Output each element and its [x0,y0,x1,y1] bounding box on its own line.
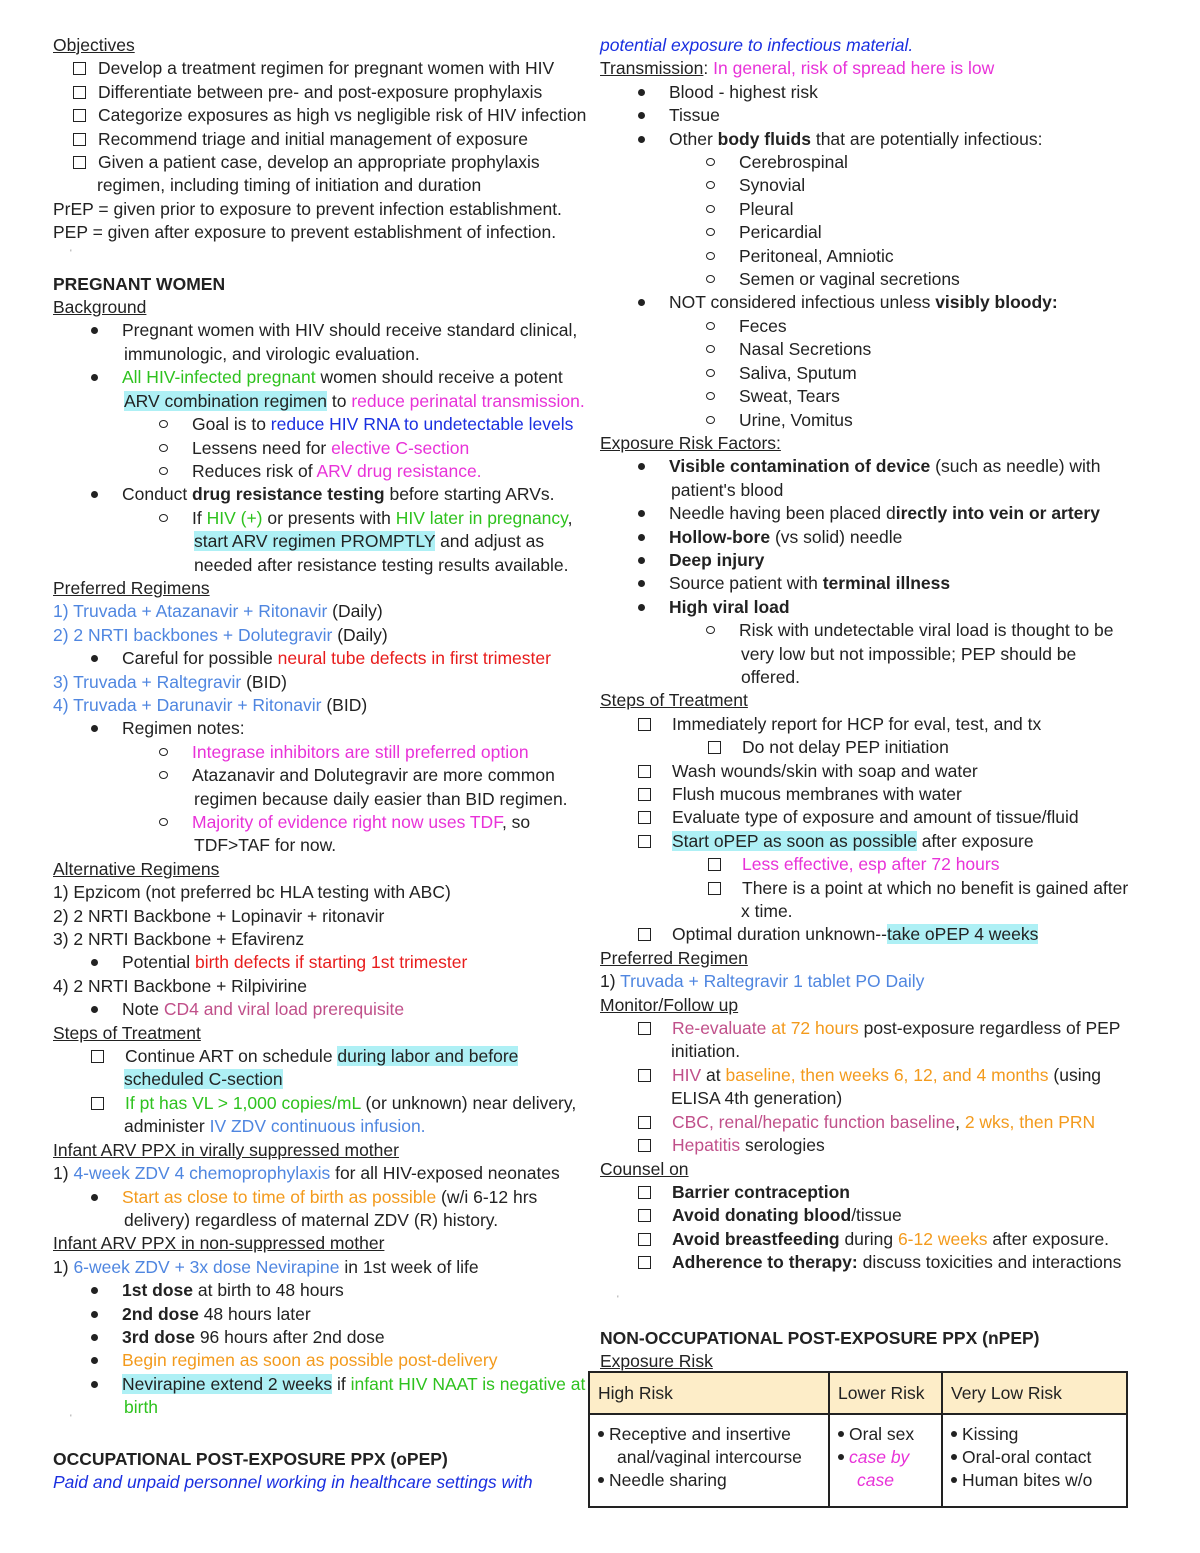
circle-bullet-icon [159,420,168,428]
sub-item: Reduces risk of ARV drug resistance. [53,460,593,483]
table-header-row [589,1372,1127,1414]
transmission-line: Transmission: In general, risk of spread here is low [600,58,995,79]
step-item[interactable]: Barrier contraception [600,1181,1160,1204]
exposure-risk-table [588,1371,1128,1508]
bullet-icon [838,1454,844,1460]
list-item: Deep injury [600,549,1160,572]
checkbox-icon[interactable] [708,741,721,754]
opep-description: Paid and unpaid personnel working in healthcare settings with [53,1471,533,1492]
sub-item: Lessens need for elective C-section [53,437,593,460]
list-item: Nevirapine extend 2 weeks if infant HIV NAAT is negative at [53,1373,593,1396]
checkbox-icon[interactable] [638,1186,651,1199]
circle-bullet-icon [159,467,168,475]
checkbox-icon[interactable] [73,109,86,122]
section-heading-pregnant: PREGNANT WOMEN [53,273,226,294]
bullet-icon [951,1431,957,1437]
bullet-icon [638,534,645,541]
step-sub-item[interactable]: Less effective, esp after 72 hours [600,853,1160,876]
regimen-line: 1) 6-week ZDV + 3x dose Nevirapine in 1st week of life [53,1256,479,1277]
bullet-icon [91,1357,98,1364]
list-item: Pregnant women with HIV should receive standard clinical, [53,319,593,342]
circle-bullet-icon [706,181,715,189]
sub-item: Semen or vaginal secretions [600,268,1160,291]
circle-bullet-icon [159,514,168,522]
sub-item: Synovial [600,174,1160,197]
objective-item[interactable]: Categorize exposures as high vs negligible risk of HIV infection [53,104,593,127]
bullet-icon [91,1287,98,1294]
sub-item: Risk with undetectable viral load is thought to be [600,619,1160,642]
bullet-icon [638,89,645,96]
pep-definition: PEP = given after exposure to prevent establishment of infection. [53,222,557,243]
step-item[interactable]: Re-evaluate at 72 hours post-exposure regardless of PEP [600,1017,1160,1040]
bullet-icon [838,1431,844,1437]
table-header: High Risk [589,1372,829,1414]
list-item-cont: delivery) regardless of maternal ZDV (R) history. [124,1209,499,1230]
objective-item[interactable]: Recommend triage and initial management of exposure [53,128,593,151]
bullet-icon [91,374,98,381]
checkbox-icon[interactable] [638,835,651,848]
sub-item-cont: needed after resistance testing results available. [194,554,569,575]
bullet-icon [638,463,645,470]
step-item-cont: administer IV ZDV continuous infusion. [124,1116,426,1137]
bullet-icon [91,959,98,966]
step-item[interactable]: Wash wounds/skin with soap and water [600,760,1160,783]
list-item: Note CD4 and viral load prerequisite [53,998,593,1021]
checkbox-icon[interactable] [638,1022,651,1035]
right-column [600,34,1160,1373]
sub-item: Majority of evidence right now uses TDF, so [53,811,593,834]
sub-item-cont: regimen because daily easier than BID regimen. [194,788,568,809]
background-heading: Background [53,297,147,318]
bullet-icon [638,580,645,587]
circle-bullet-icon [706,205,715,213]
regimen-line: 4) Truvada + Darunavir + Ritonavir (BID) [53,694,368,715]
sub-item: Pleural [600,198,1160,221]
checkbox-icon[interactable] [73,62,86,75]
checkbox-icon[interactable] [91,1097,104,1110]
circle-bullet-icon [159,771,168,779]
checkbox-icon[interactable] [638,1139,651,1152]
prep-definition: PrEP = given prior to exposure to prevent infection establishment. [53,198,562,219]
section-heading-npep: NON-OCCUPATIONAL POST-EXPOSURE PPX (nPEP) [600,1327,1040,1348]
objective-item[interactable]: Given a patient case, develop an appropriate prophylaxis [53,151,593,174]
list-item: Start as close to time of birth as possible (w/i 6-12 hrs [53,1186,593,1209]
checkbox-icon[interactable] [638,788,651,801]
checkbox-icon[interactable] [638,718,651,731]
checkbox-icon[interactable] [91,1050,104,1063]
regimen-line: 1) Truvada + Atazanavir + Ritonavir (Daily) [53,601,383,622]
sub-item: Urine, Vomitus [600,409,1160,432]
circle-bullet-icon [159,818,168,826]
bullet-icon [91,725,98,732]
step-sub-item[interactable]: There is a point at which no benefit is gained after [600,877,1160,900]
bullet-icon [91,1311,98,1318]
step-item[interactable]: Flush mucous membranes with water [600,783,1160,806]
circle-bullet-icon [159,748,168,756]
regimen-line: 2) 2 NRTI backbones + Dolutegravir (Daily) [53,624,388,645]
table-row [589,1414,1127,1507]
list-item: Conduct drug resistance testing before starting ARVs. [53,483,593,506]
infant-suppressed-heading: Infant ARV PPX in virally suppressed mother [53,1139,399,1160]
list-item-cont: birth [124,1397,159,1418]
bullet-icon [638,557,645,564]
step-item-cont: initiation. [671,1041,741,1062]
step-item[interactable]: Avoid breastfeeding during 6-12 weeks after exposure. [600,1228,1160,1251]
circle-bullet-icon [706,252,715,260]
list-item: 3rd dose 96 hours after 2nd dose [53,1326,593,1349]
checkbox-icon[interactable] [638,1256,651,1269]
step-item[interactable]: HIV at baseline, then weeks 6, 12, and 4 months (using [600,1064,1160,1087]
steps-heading: Steps of Treatment [600,690,748,711]
circle-bullet-icon [706,369,715,377]
sub-item: Saliva, Sputum [600,362,1160,385]
regimen-line: 3) Truvada + Raltegravir (BID) [53,671,287,692]
table-cell-very-low: Kissing Oral-oral contact Human bites w/o [942,1414,1127,1507]
monitor-heading: Monitor/Follow up [600,994,739,1015]
table-header: Lower Risk [829,1372,942,1414]
checkbox-icon[interactable] [638,1116,651,1129]
circle-bullet-icon [706,228,715,236]
sub-item: Sweat, Tears [600,385,1160,408]
regimen-line: 1) Truvada + Raltegravir 1 tablet PO Daily [600,971,925,992]
checkbox-icon[interactable] [638,811,651,824]
step-item[interactable]: If pt has VL > 1,000 copies/mL (or unknown) near delivery, [53,1092,593,1115]
circle-bullet-icon [159,444,168,452]
bullet-icon [91,1194,98,1201]
checkbox-icon[interactable] [638,1233,651,1246]
checkbox-icon[interactable] [638,1069,651,1082]
bullet-icon [91,1006,98,1013]
step-sub-item-cont: x time. [741,901,793,922]
list-item: Regimen notes: [53,717,593,740]
step-item[interactable]: Evaluate type of exposure and amount of tissue/fluid [600,806,1160,829]
circle-bullet-icon [706,158,715,166]
bullet-icon [638,510,645,517]
checkbox-icon[interactable] [638,928,651,941]
list-item: Source patient with terminal illness [600,572,1160,595]
step-item[interactable]: Avoid donating blood/tissue [600,1204,1160,1227]
sub-item-cont: very low but not impossible; PEP should be [741,643,1077,664]
table-header: Very Low Risk [942,1372,1127,1414]
bullet-icon [951,1454,957,1460]
infant-nonsuppressed-heading: Infant ARV PPX in non-suppressed mother [53,1233,385,1254]
bullet-icon [91,491,98,498]
exposure-risk-heading: Exposure Risk [600,1350,713,1371]
objective-item-cont: regimen, including timing of initiation and duration [97,175,482,196]
bullet-icon [91,1334,98,1341]
list-item: Begin regimen as soon as possible post-delivery [53,1349,593,1372]
sub-item: Integrase inhibitors are still preferred option [53,741,593,764]
step-item[interactable]: Start oPEP as soon as possible after exposure [600,830,1160,853]
alternative-regimens-heading: Alternative Regimens [53,858,220,879]
sub-item: Peritoneal, Amniotic [600,245,1160,268]
bullet-icon [638,112,645,119]
checkbox-icon[interactable] [638,765,651,778]
list-item: 2nd dose 48 hours later [53,1303,593,1326]
list-item-cont: immunologic, and virologic evaluation. [124,343,420,364]
bullet-icon [638,299,645,306]
opep-description-cont: potential exposure to infectious material. [600,35,914,55]
sub-item: Nasal Secretions [600,338,1160,361]
step-item[interactable]: Hepatitis serologies [600,1134,1160,1157]
checkbox-icon[interactable] [708,858,721,871]
list-item: Tissue [600,104,1160,127]
page-mark: ' [70,248,72,258]
regimen-line: 1) 4-week ZDV 4 chemoprophylaxis for all HIV-exposed neonates [53,1163,560,1184]
step-sub-item[interactable]: Do not delay PEP initiation [600,736,1160,759]
bullet-icon [598,1431,604,1437]
table-cell-high: Receptive and insertive anal/vaginal intercourse Needle sharing [589,1414,829,1507]
exposure-risk-factors-heading: Exposure Risk Factors: [600,432,781,453]
checkbox-icon[interactable] [708,882,721,895]
sub-item: Cerebrospinal [600,151,1160,174]
page-mark: ' [70,1413,72,1423]
objective-item[interactable]: Differentiate between pre- and post-exposure prophylaxis [53,81,593,104]
list-item-cont: patient's blood [671,479,784,500]
checkbox-icon[interactable] [73,133,86,146]
list-item: All HIV-infected pregnant women should receive a potent [53,366,593,389]
step-item[interactable]: Immediately report for HCP for eval, test, and tx [600,713,1160,736]
list-item: Potential birth defects if starting 1st trimester [53,951,593,974]
list-item: Hollow-bore (vs solid) needle [600,526,1160,549]
checkbox-icon[interactable] [73,156,86,169]
sub-item: If HIV (+) or presents with HIV later in pregnancy, [53,507,593,530]
circle-bullet-icon [706,275,715,283]
list-item: Visible contamination of device (such as needle) with [600,455,1160,478]
bullet-icon [91,1381,98,1388]
regimen-line: 4) 2 NRTI Backbone + Rilpivirine [53,975,308,996]
sub-item: Goal is to reduce HIV RNA to undetectable levels [53,413,593,436]
sub-item-cont: TDF>TAF for now. [194,835,337,856]
regimen-line: 3) 2 NRTI Backbone + Efavirenz [53,929,305,950]
preferred-regimens-heading: Preferred Regimens [53,577,210,598]
page-mark: ' [617,1294,619,1304]
sub-item-cont: offered. [741,666,801,687]
sub-item: Feces [600,315,1160,338]
list-item: NOT considered infectious unless visibly bloody: [600,291,1160,314]
sub-item-cont: start ARV regimen PROMPTLY and adjust as [194,531,545,552]
circle-bullet-icon [706,626,715,634]
list-item: Careful for possible neural tube defects in first trimester [53,647,593,670]
bullet-icon [638,136,645,143]
bullet-icon [951,1477,957,1483]
bullet-icon [91,327,98,334]
circle-bullet-icon [706,322,715,330]
bullet-icon [598,1477,604,1483]
circle-bullet-icon [706,345,715,353]
step-item[interactable]: Continue ART on schedule during labor and before [53,1045,593,1068]
step-item[interactable]: Adherence to therapy: discuss toxicities and interactions [600,1251,1160,1274]
checkbox-icon[interactable] [638,1209,651,1222]
bullet-icon [91,655,98,662]
regimen-line: 2) 2 NRTI Backbone + Lopinavir + ritonavir [53,905,385,926]
step-item-cont: ELISA 4th generation) [671,1088,843,1109]
circle-bullet-icon [706,392,715,400]
checkbox-icon[interactable] [73,86,86,99]
circle-bullet-icon [706,416,715,424]
regimen-line: 1) Epzicom (not preferred bc HLA testing with ABC) [53,882,451,903]
step-item-cont: scheduled C-section [124,1069,283,1090]
section-heading-opep: OCCUPATIONAL POST-EXPOSURE PPX (oPEP) [53,1448,448,1469]
bullet-icon [638,604,645,611]
list-item: Other body fluids that are potentially infectious: [600,128,1160,151]
step-item[interactable]: Optimal duration unknown--take oPEP 4 weeks [600,923,1160,946]
list-item: Needle having been placed directly into vein or artery [600,502,1160,525]
objective-item[interactable]: Develop a treatment regimen for pregnant women with HIV [53,57,593,80]
left-column [53,34,593,1494]
steps-heading: Steps of Treatment [53,1022,201,1043]
objectives-heading: Objectives [53,35,135,55]
list-item: Blood - highest risk [600,81,1160,104]
list-item: High viral load [600,596,1160,619]
sub-item: Atazanavir and Dolutegravir are more common [53,764,593,787]
sub-item: Pericardial [600,221,1160,244]
list-item: 1st dose at birth to 48 hours [53,1279,593,1302]
list-item-cont: ARV combination regimen to reduce perinatal transmission. [124,390,585,411]
step-item[interactable]: CBC, renal/hepatic function baseline, 2 wks, then PRN [600,1111,1160,1134]
preferred-regimen-heading: Preferred Regimen [600,947,748,968]
counsel-heading: Counsel on [600,1158,689,1179]
table-cell-lower: Oral sex case by case [829,1414,942,1507]
